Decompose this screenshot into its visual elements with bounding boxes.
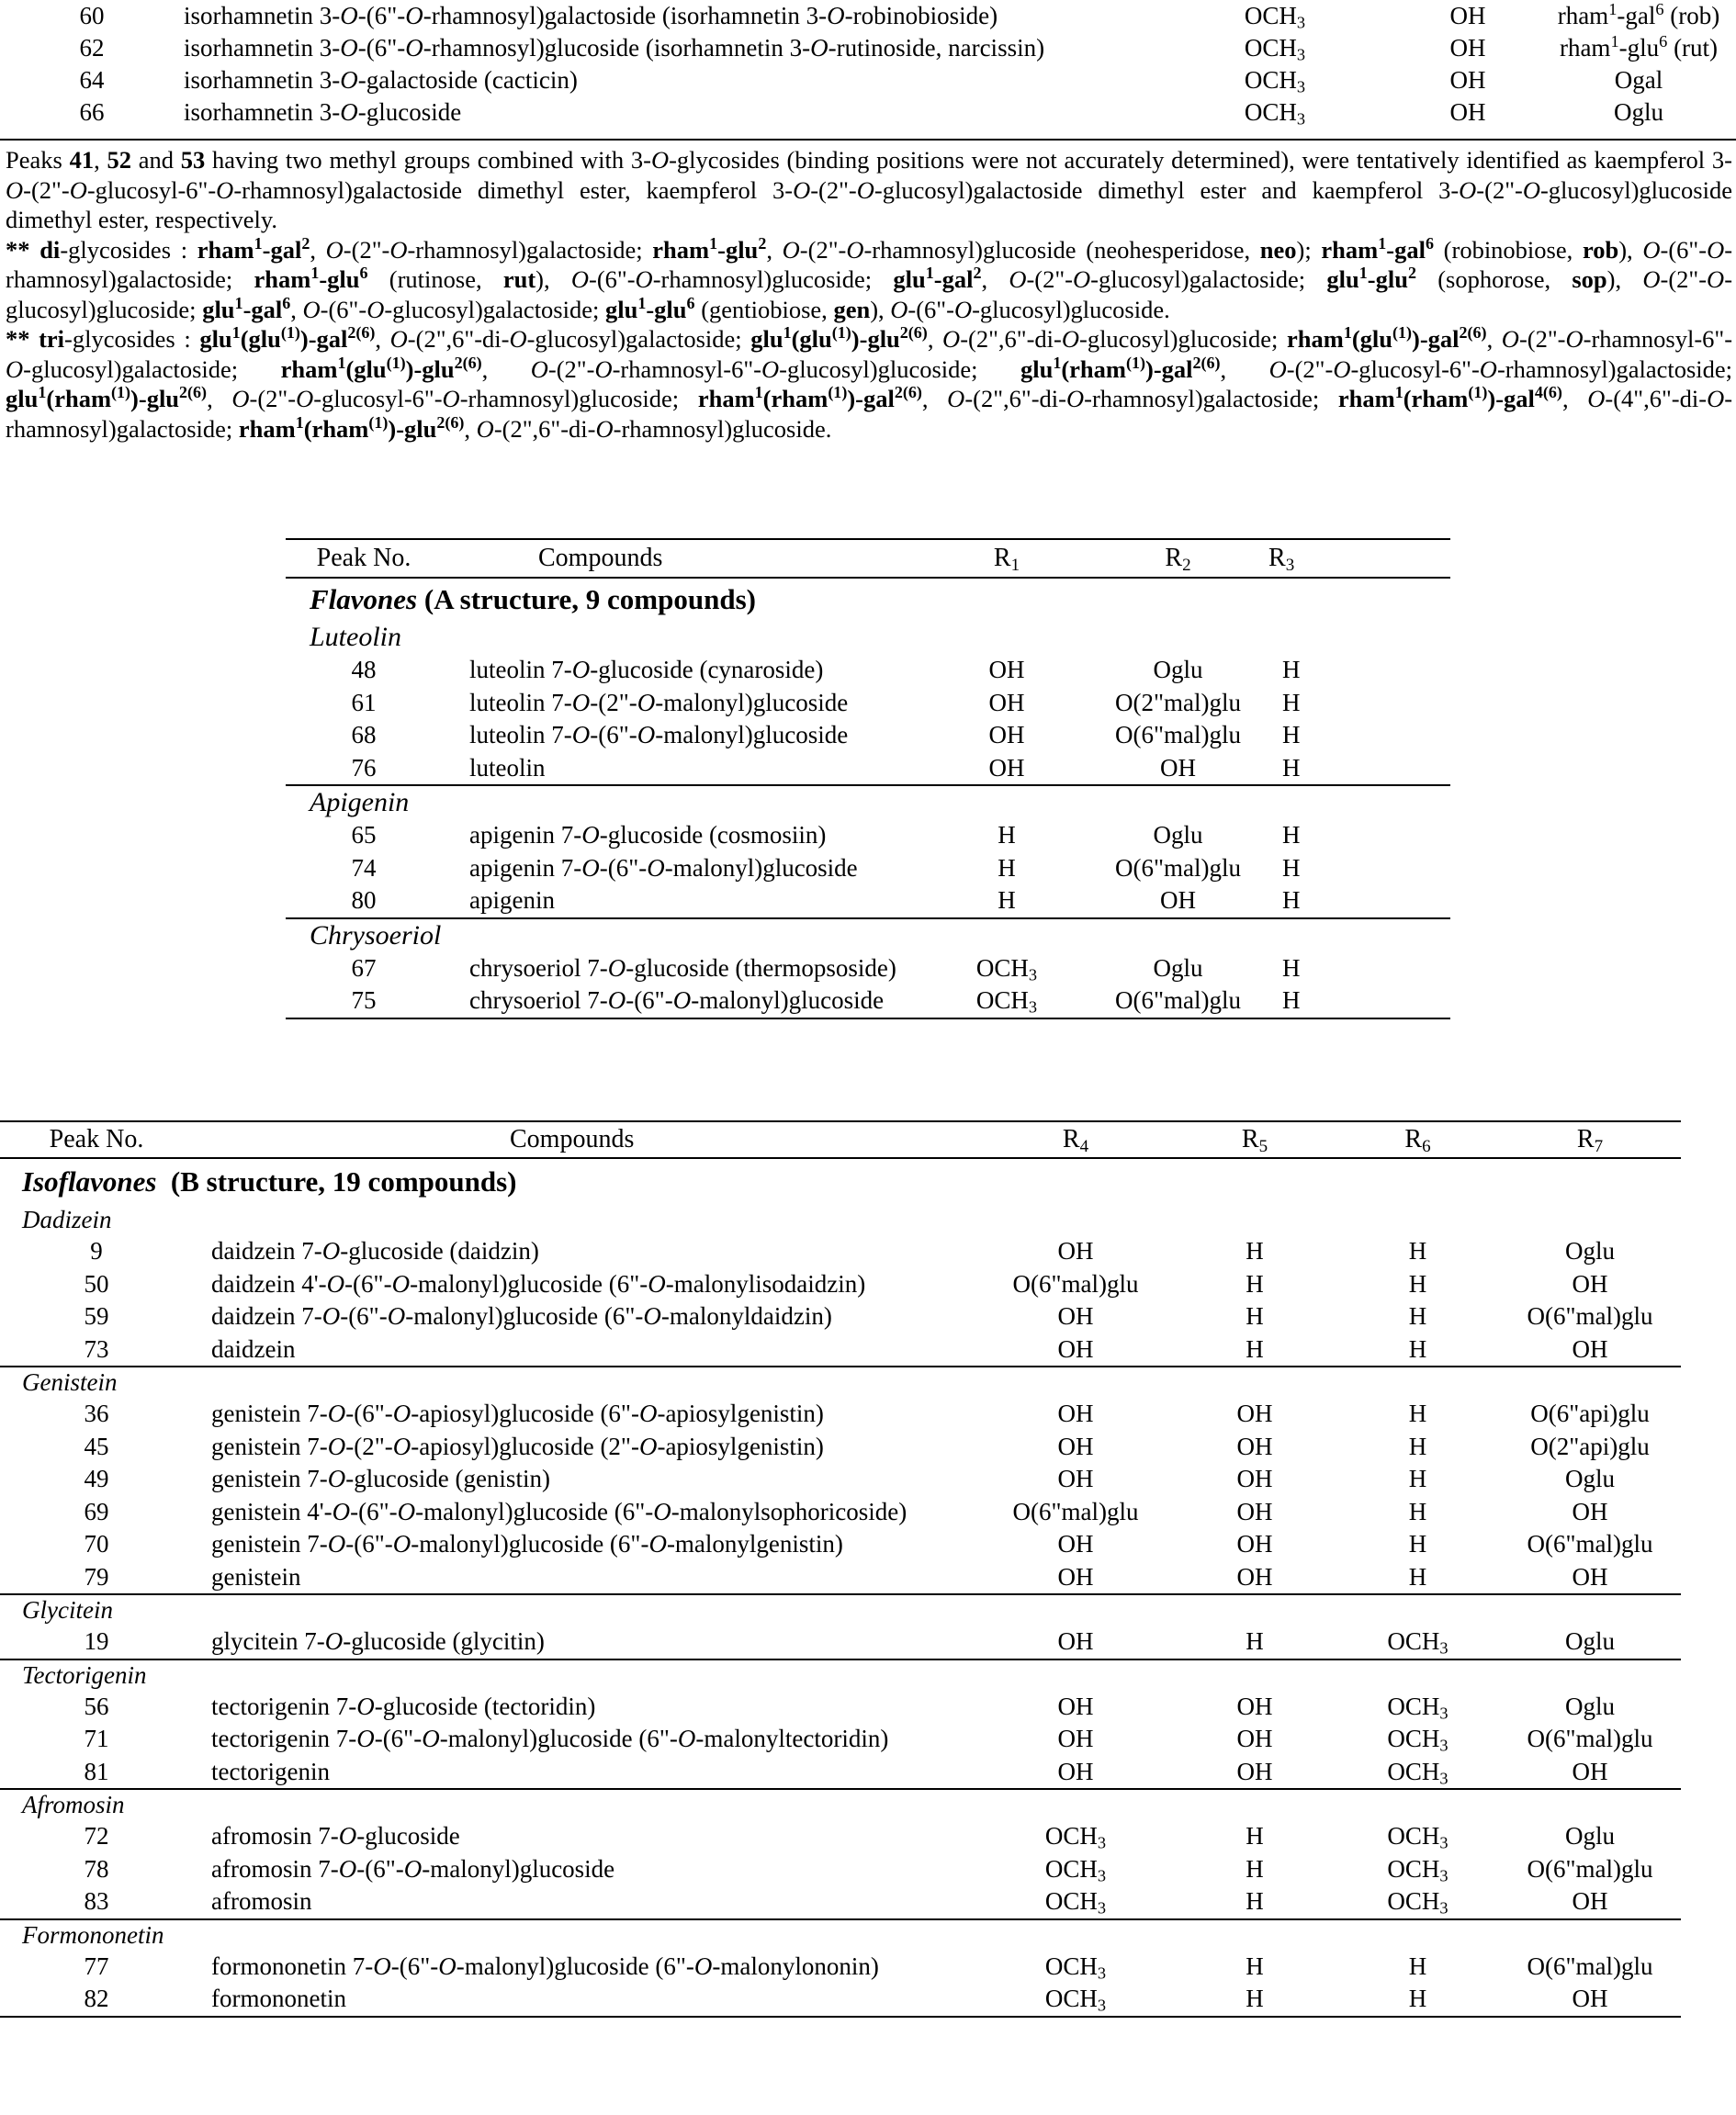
header-row: [0, 1122, 1681, 1157]
table-row: [286, 884, 1450, 917]
r4-value: OH: [1057, 1757, 1094, 1785]
isoflavones-table: [0, 1120, 1681, 2018]
r6-value: H: [1408, 1237, 1427, 1266]
compound-name: formononetin 7-O-(6"-O-malonyl)glucoside (6"-O-malonylononin): [211, 1952, 879, 1980]
compound-name: apigenin 7-O-glucoside (cosmosiin): [469, 821, 827, 849]
compounds-header: Compounds: [510, 1125, 635, 1153]
r2-value: Oglu: [1153, 821, 1203, 849]
peak-number: 78: [84, 1854, 109, 1883]
r7-value: OH: [1572, 1497, 1608, 1525]
peak-number: 72: [84, 1822, 109, 1851]
r1-value: $OCH_3$: [975, 953, 1038, 984]
r3-value: H: [1282, 721, 1301, 749]
r3-value: Oglu: [1614, 98, 1663, 126]
table-bottom-rule: [0, 139, 1736, 141]
peak-number: 83: [84, 1887, 109, 1916]
compound-name: chrysoeriol 7-O-glucoside (thermopsoside): [469, 953, 896, 982]
r1-value: $OCH_3$: [1244, 2, 1306, 32]
compound-name: afromosin: [211, 1887, 312, 1916]
peak-number: 68: [351, 721, 377, 749]
r5-value: H: [1246, 1627, 1264, 1656]
bottom-rule: [0, 2016, 1681, 2018]
r3-value: H: [1282, 656, 1301, 684]
r2-value: O(6"mal)glu: [1115, 721, 1241, 749]
r5-value: OH: [1236, 1465, 1273, 1493]
r5-header: $R_5$: [1241, 1125, 1268, 1156]
peak-number: 77: [84, 1952, 109, 1980]
table-row: [0, 1756, 1681, 1789]
peak-number: 71: [84, 1725, 109, 1753]
table-row: [286, 852, 1450, 885]
r6-value: $OCH_3$: [1387, 1887, 1449, 1918]
r1-value: H: [998, 886, 1016, 915]
compound-name: isorhamnetin 3-O-galactoside (cacticin): [184, 66, 578, 94]
r6-value: H: [1408, 1302, 1427, 1331]
r5-value: OH: [1236, 1692, 1273, 1720]
r4-value: $OCH_3$: [1044, 1854, 1107, 1885]
peak-number: 76: [351, 753, 377, 782]
compound-name: genistein 7-O-(2"-O-apiosyl)glucoside (2"-O-apiosylgenistin): [211, 1432, 824, 1460]
compound-name: luteolin 7-O-(6"-O-malonyl)glucoside: [469, 721, 849, 749]
r3-value: rham$^1$-glu$^6$ (rut): [1559, 31, 1719, 62]
r4-value: OH: [1057, 1562, 1094, 1591]
r5-value: OH: [1236, 1757, 1273, 1785]
table-row: [0, 32, 1736, 64]
r7-value: OH: [1572, 1985, 1608, 2013]
compound-name: genistein 4'-O-(6"-O-malonyl)glucoside (6"-O-malonylsophoricoside): [211, 1497, 907, 1525]
compound-name: formononetin: [211, 1985, 346, 2013]
peak-number: 62: [79, 34, 105, 62]
r5-value: H: [1246, 1822, 1264, 1851]
r5-value: OH: [1236, 1530, 1273, 1558]
r3-value: H: [1282, 688, 1301, 716]
r4-value: OH: [1057, 1465, 1094, 1493]
compound-name: chrysoeriol 7-O-(6"-O-malonyl)glucoside: [469, 986, 885, 1015]
r7-value: OH: [1572, 1562, 1608, 1591]
bottom-rule: [286, 1018, 1450, 1019]
r6-value: H: [1408, 1465, 1427, 1493]
r4-value: OH: [1057, 1692, 1094, 1720]
r7-value: O(6"mal)glu: [1527, 1725, 1653, 1753]
r4-value: O(6"mal)glu: [1012, 1269, 1139, 1298]
peak-number: 64: [79, 66, 105, 94]
peak-number: 73: [84, 1334, 109, 1363]
compound-name: daidzein 7-O-(6"-O-malonyl)glucoside (6"-O-malonyldaidzin): [211, 1302, 832, 1331]
r1-value: $OCH_3$: [1244, 66, 1306, 96]
r6-value: $OCH_3$: [1387, 1854, 1449, 1885]
table-row: [0, 1626, 1681, 1659]
r5-value: H: [1246, 1334, 1264, 1363]
peak-number: 60: [79, 2, 105, 29]
r6-value: $OCH_3$: [1387, 1757, 1449, 1788]
table-row: [0, 1300, 1681, 1333]
group-label: Dadizein: [22, 1206, 112, 1233]
r6-value: H: [1408, 1530, 1427, 1558]
compound-name: luteolin: [469, 753, 546, 782]
compound-name: apigenin: [469, 886, 555, 915]
table-row: [0, 1431, 1681, 1464]
table-row: [0, 1561, 1681, 1594]
table-row: [286, 719, 1450, 752]
table-row: [286, 687, 1450, 720]
compound-name: afromosin 7-O-(6"-O-malonyl)glucoside: [211, 1854, 615, 1883]
peak-number: 69: [84, 1497, 109, 1525]
tri-glycosides-note: ** tri-glycosides : glu$^1$(glu$^{(1)}$)-gal$^{2(6)}$, O-(2",6"-di-O-glucosyl)galactoside; glu$^1$(glu$^{(1)}$)-glu$^{2(6)}$, O-(2",6"-di-O-glucosyl)glucoside; rham$^1$(glu$^{(1)}$)-gal$^{2(6)}$, O-(2"-O-rhamnosyl-6"-O-glucosyl)galactoside; rham$^1$(glu$^{(1)}$)-glu$^{2(6)}$, O-(2"-O-rhamnosyl-6"-O-glucosyl)glucoside; glu$^1$(rham$^{(1)}$)-gal$^{2(6)}$, O-(2"-O-glucosyl-6"-O-rhamnosyl)galactoside; glu$^1$(rham$^{(1)}$)-glu$^{2(6)}$, O-(2"-O-glucosyl-6"-O-rhamnosyl)glucoside; rham$^1$(rham$^{(1)}$)-gal$^{2(6)}$, O-(2",6"-di-O-rhamnosyl)galactoside; rham$^1$(rham$^{(1)}$)-gal$^{4(6)}$, O-(4",6"-di-O-rhamnosyl)galactoside; rham$^1$(rham$^{(1)}$)-glu$^{2(6)}$, O-(2",6"-di-O-rhamnosyl)glucoside.: [6, 323, 1733, 443]
r6-value: H: [1408, 1952, 1427, 1980]
r4-value: OH: [1057, 1302, 1094, 1331]
peak-number: 81: [84, 1757, 109, 1785]
compounds-header: Compounds: [538, 544, 663, 572]
table-row: [0, 1820, 1681, 1853]
r6-value: $OCH_3$: [1387, 1725, 1449, 1755]
peak-number: 74: [351, 853, 377, 882]
r4-value: $OCH_3$: [1044, 1985, 1107, 2015]
r1-value: $OCH_3$: [975, 986, 1038, 1017]
r2-value: OH: [1160, 886, 1196, 915]
r4-value: $OCH_3$: [1044, 1952, 1107, 1983]
table-row: [0, 1691, 1681, 1724]
r3-value: rham$^1$-gal$^6$ (rob): [1557, 0, 1720, 29]
r3-header: $R_3$: [1268, 544, 1295, 575]
compound-name: genistein 7-O-glucoside (genistin): [211, 1465, 550, 1493]
r7-value: O(6"api)glu: [1530, 1400, 1650, 1428]
peak-header: Peak No.: [49, 1125, 144, 1153]
r3-value: H: [1282, 753, 1301, 782]
table-row: [286, 752, 1450, 785]
table-row: [0, 1983, 1681, 2016]
table-row: [0, 1398, 1681, 1431]
table-row: [0, 1723, 1681, 1756]
r7-value: OH: [1572, 1269, 1608, 1298]
group-label: Afromosin: [22, 1791, 125, 1818]
peak-number: 67: [351, 953, 377, 982]
r5-value: OH: [1236, 1432, 1273, 1460]
compound-name: daidzein 4'-O-(6"-O-malonyl)glucoside (6"-O-malonylisodaidzin): [211, 1269, 866, 1298]
r1-value: OH: [988, 753, 1025, 782]
table-row: [0, 1951, 1681, 1984]
compound-name: glycitein 7-O-glucoside (glycitin): [211, 1627, 545, 1656]
compound-name: tectorigenin 7-O-glucoside (tectoridin): [211, 1692, 596, 1720]
r6-value: H: [1408, 1400, 1427, 1428]
r6-value: $OCH_3$: [1387, 1822, 1449, 1852]
group-label: Chrysoeriol: [310, 919, 442, 951]
peak-number: 36: [84, 1400, 109, 1428]
r2-value: OH: [1160, 753, 1196, 782]
section-title: Flavones (A structure, 9 compounds): [310, 583, 756, 615]
r4-value: O(6"mal)glu: [1012, 1497, 1139, 1525]
table-row: [0, 1268, 1681, 1301]
compound-name: luteolin 7-O-glucoside (cynaroside): [469, 656, 824, 684]
table-row: [0, 1463, 1681, 1496]
compound-name: genistein: [211, 1562, 301, 1591]
peak-number: 48: [351, 656, 377, 684]
r4-value: OH: [1057, 1334, 1094, 1363]
section-title: Isoflavones (B structure, 19 compounds): [22, 1165, 517, 1198]
r5-value: OH: [1236, 1400, 1273, 1428]
peak-number: 79: [84, 1562, 109, 1591]
r2-value: Oglu: [1153, 656, 1203, 684]
peak-number: 70: [84, 1530, 109, 1558]
peak-number: 49: [84, 1465, 109, 1493]
r3-value: H: [1282, 953, 1301, 982]
r7-value: Oglu: [1565, 1465, 1615, 1493]
r4-header: $R_4$: [1062, 1125, 1089, 1156]
r7-value: O(6"mal)glu: [1527, 1530, 1653, 1558]
peak-number: 59: [84, 1302, 109, 1331]
flavones-table: [286, 538, 1450, 1019]
r1-value: H: [998, 821, 1016, 849]
group-label: Formononetin: [22, 1920, 164, 1949]
compound-name: apigenin 7-O-(6"-O-malonyl)glucoside: [469, 853, 858, 882]
r2-value: OH: [1449, 66, 1486, 94]
table-row: [286, 654, 1450, 687]
r5-value: OH: [1236, 1725, 1273, 1753]
peak-number: 56: [84, 1692, 109, 1720]
table-row: [286, 952, 1450, 985]
r7-value: OH: [1572, 1757, 1608, 1785]
peak-header: Peak No.: [316, 544, 411, 572]
header-row: [286, 540, 1450, 577]
r5-value: OH: [1236, 1497, 1273, 1525]
r2-value: OH: [1449, 2, 1486, 29]
r2-value: O(6"mal)glu: [1115, 853, 1241, 882]
compound-name: daidzein 7-O-glucoside (daidzin): [211, 1237, 539, 1266]
r7-value: Oglu: [1565, 1237, 1615, 1266]
r6-value: H: [1408, 1497, 1427, 1525]
r5-value: OH: [1236, 1562, 1273, 1591]
compound-name: afromosin 7-O-glucoside: [211, 1822, 460, 1851]
table-row: [0, 1333, 1681, 1367]
r3-value: H: [1282, 853, 1301, 882]
r5-value: H: [1246, 1854, 1264, 1883]
r5-value: H: [1246, 1237, 1264, 1266]
footnotes: [6, 145, 1732, 444]
compound-name: genistein 7-O-(6"-O-apiosyl)glucoside (6"-O-apiosylgenistin): [211, 1400, 824, 1428]
r3-value: Ogal: [1614, 66, 1663, 94]
r6-value: $OCH_3$: [1387, 1627, 1449, 1658]
r4-value: OH: [1057, 1237, 1094, 1266]
group-label: Luteolin: [310, 622, 402, 652]
table-row: [0, 1235, 1681, 1268]
compound-name: tectorigenin 7-O-(6"-O-malonyl)glucoside (6"-O-malonyltectoridin): [211, 1725, 889, 1753]
table-row: [0, 1528, 1681, 1561]
r1-header: $R_1$: [993, 544, 1020, 575]
r6-value: $OCH_3$: [1387, 1692, 1449, 1723]
group-label: Tectorigenin: [22, 1660, 147, 1689]
r2-value: O(2"mal)glu: [1115, 688, 1241, 716]
compound-name: isorhamnetin 3-O-glucoside: [184, 98, 462, 126]
compound-name: isorhamnetin 3-O-(6"-O-rhamnosyl)glucoside (isorhamnetin 3-O-rutinoside, narcissin): [184, 34, 1045, 62]
peak-number: 65: [351, 821, 377, 849]
peak-number: 50: [84, 1269, 109, 1298]
r4-value: $OCH_3$: [1044, 1887, 1107, 1918]
table-row: [0, 0, 1736, 32]
compound-name: isorhamnetin 3-O-(6"-O-rhamnosyl)galactoside (isorhamnetin 3-O-robinobioside): [184, 2, 998, 29]
table-row: [0, 1885, 1681, 1918]
r4-value: $OCH_3$: [1044, 1822, 1107, 1852]
peak-number: 75: [351, 986, 377, 1015]
compound-name: tectorigenin: [211, 1757, 330, 1785]
r7-value: OH: [1572, 1887, 1608, 1916]
r7-value: OH: [1572, 1334, 1608, 1363]
r3-value: H: [1282, 986, 1301, 1015]
r7-value: Oglu: [1565, 1822, 1615, 1851]
r1-value: $OCH_3$: [1244, 34, 1306, 64]
r3-value: H: [1282, 886, 1301, 915]
r1-value: OH: [988, 656, 1025, 684]
r7-value: O(6"mal)glu: [1527, 1302, 1653, 1331]
r4-value: OH: [1057, 1400, 1094, 1428]
r7-value: O(6"mal)glu: [1527, 1952, 1653, 1980]
peak-number: 66: [79, 98, 105, 126]
peaks-note: Peaks 41, 52 and 53 having two methyl groups combined with 3-O-glycosides (binding positions were not accurately determined), were tentatively identified as kaempferol 3-O-(2"-O-glucosyl-6"-O-rhamnosyl)galactoside dimethyl ester, kaempferol 3-O-(2"-O-glucosyl)galactoside dimethyl ester and kaempferol 3-O-(2"-O-glucosyl)glucoside dimethyl ester, respectively.: [6, 146, 1733, 233]
r6-value: H: [1408, 1562, 1427, 1591]
r2-value: Oglu: [1153, 953, 1203, 982]
r5-value: H: [1246, 1985, 1264, 2013]
r2-header: $R_2$: [1165, 544, 1191, 575]
table-row: [0, 96, 1736, 129]
r6-value: H: [1408, 1334, 1427, 1363]
compound-name: genistein 7-O-(6"-O-malonyl)glucoside (6"-O-malonylgenistin): [211, 1530, 843, 1558]
group-label: Glycitein: [22, 1596, 113, 1624]
r1-value: OH: [988, 688, 1025, 716]
peak-number: 19: [84, 1627, 109, 1656]
table-row: [0, 64, 1736, 96]
r4-value: OH: [1057, 1627, 1094, 1656]
r7-value: O(6"mal)glu: [1527, 1854, 1653, 1883]
r2-value: OH: [1449, 34, 1486, 62]
r6-value: H: [1408, 1985, 1427, 2013]
peak-number: 82: [84, 1985, 109, 2013]
top-compound-table: [0, 0, 1736, 129]
r6-header: $R_6$: [1404, 1125, 1431, 1156]
r7-value: O(2"api)glu: [1530, 1432, 1650, 1460]
r7-header: $R_7$: [1576, 1125, 1604, 1156]
di-glycosides-note: ** di-glycosides : rham$^1$-gal$^2$, O-(2"-O-rhamnosyl)galactoside; rham$^1$-glu$^2$, O-(2"-O-rhamnosyl)glucoside (neohesperidose, neo); rham$^1$-gal$^6$ (robinobiose, rob), O-(6"-O-rhamnosyl)galactoside; rham$^1$-glu$^6$ (rutinose, rut), O-(6"-O-rhamnosyl)glucoside; glu$^1$-gal$^2$, O-(2"-O-glucosyl)galactoside; glu$^1$-glu$^2$ (sophorose, sop), O-(2"-O-glucosyl)glucoside; glu$^1$-gal$^6$, O-(6"-O-glucosyl)galactoside; glu$^1$-glu$^6$ (gentiobiose, gen), O-(6"-O-glucosyl)glucoside.: [6, 233, 1733, 323]
r3-value: H: [1282, 821, 1301, 849]
r1-value: $OCH_3$: [1244, 98, 1306, 129]
r1-value: OH: [988, 721, 1025, 749]
r5-value: H: [1246, 1302, 1264, 1331]
compound-name: luteolin 7-O-(2"-O-malonyl)glucoside: [469, 688, 849, 716]
r7-value: Oglu: [1565, 1692, 1615, 1720]
r2-value: OH: [1449, 98, 1486, 126]
r4-value: OH: [1057, 1725, 1094, 1753]
peak-number: 45: [84, 1432, 109, 1460]
table-row: [286, 819, 1450, 852]
group-label: Genistein: [22, 1368, 118, 1396]
r1-value: H: [998, 853, 1016, 882]
r6-value: H: [1408, 1432, 1427, 1460]
table-row: [0, 1496, 1681, 1529]
r5-value: H: [1246, 1952, 1264, 1980]
r4-value: OH: [1057, 1432, 1094, 1460]
table-row: [0, 1853, 1681, 1886]
compound-name: daidzein: [211, 1334, 296, 1363]
r7-value: Oglu: [1565, 1627, 1615, 1656]
r2-value: O(6"mal)glu: [1115, 986, 1241, 1015]
table-row: [286, 984, 1450, 1018]
group-label: Apigenin: [310, 787, 410, 817]
r4-value: OH: [1057, 1530, 1094, 1558]
peak-number: 80: [351, 886, 377, 915]
peak-number: 9: [90, 1237, 103, 1266]
peak-number: 61: [351, 688, 377, 716]
r5-value: H: [1246, 1269, 1264, 1298]
r5-value: H: [1246, 1887, 1264, 1916]
r6-value: H: [1408, 1269, 1427, 1298]
